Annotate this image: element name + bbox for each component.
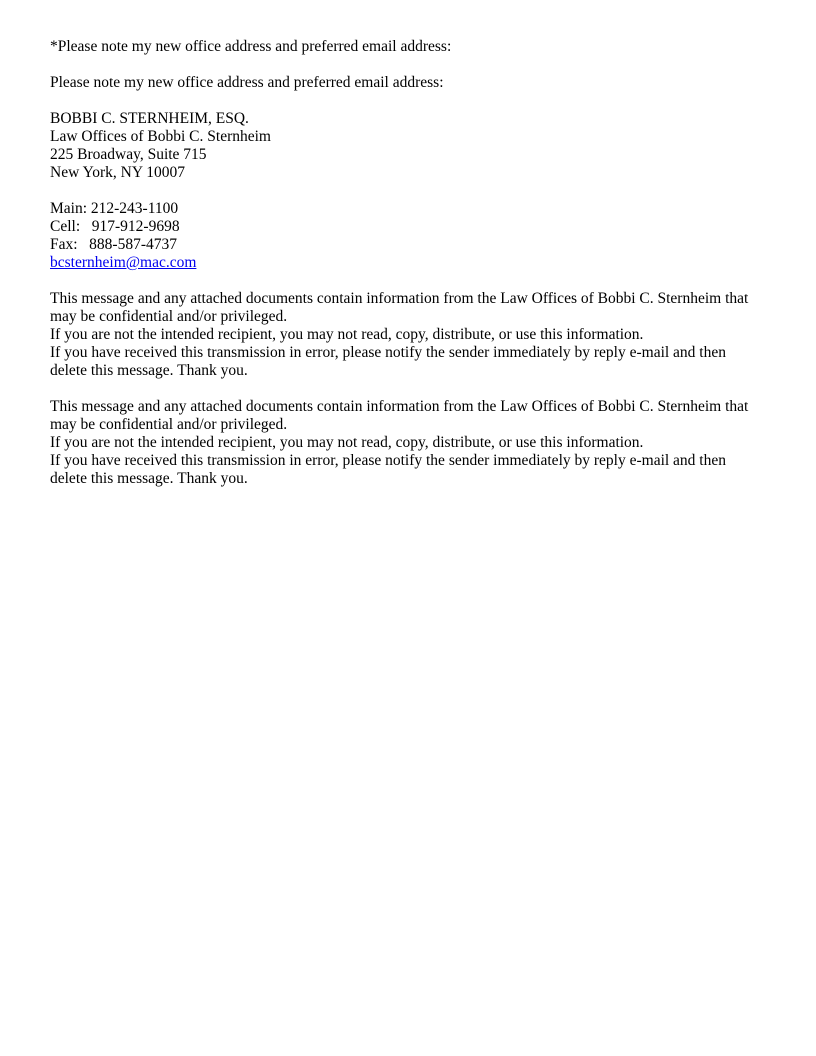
note-paragraph-plain: [50, 74, 756, 92]
disclaimer-2-line-3: If you have received this transmission in error, please notify the sender immediately by reply e-mail and then delete this message. Thank you.: [50, 452, 730, 487]
contact-firm: Law Offices of Bobbi C. Sternheim: [50, 128, 271, 145]
contact-name: BOBBI C. STERNHEIM, ESQ.: [50, 110, 249, 127]
phone-main: Main: 212-243-1100: [50, 200, 179, 217]
contact-phone-block: [50, 200, 756, 272]
disclaimer-1-line-1: This message and any attached documents contain information from the Law Offices of Bobbi C. Sternheim that may be confidential and/or privileged.: [50, 290, 753, 325]
email-link[interactable]: bcsternheim@mac.com: [50, 254, 197, 271]
disclaimer-1-line-3: If you have received this transmission in error, please notify the sender immediately by reply e-mail and then delete this message. Thank you.: [50, 344, 730, 379]
contact-address-line1: 225 Broadway, Suite 715: [50, 146, 207, 163]
disclaimer-block-1: [50, 290, 756, 380]
note-line-plain: Please note my new office address and preferred email address:: [50, 74, 444, 91]
disclaimer-2-line-1: This message and any attached documents contain information from the Law Offices of Bobbi C. Sternheim that may be confidential and/or privileged.: [50, 398, 753, 433]
phone-cell: Cell: 917-912-9698: [50, 218, 180, 235]
phone-fax: Fax: 888-587-4737: [50, 236, 178, 253]
disclaimer-2-line-2: If you are not the intended recipient, you may not read, copy, distribute, or use this information.: [50, 434, 644, 451]
note-line-asterisk: *Please note my new office address and preferred email address:: [50, 38, 452, 55]
contact-address-line2: New York, NY 10007: [50, 164, 186, 181]
note-paragraph-asterisk: [50, 38, 756, 56]
contact-address-block: [50, 110, 756, 182]
disclaimer-1-line-2: If you are not the intended recipient, you may not read, copy, distribute, or use this information.: [50, 326, 644, 343]
disclaimer-block-2: [50, 398, 756, 488]
email-line: [50, 254, 750, 272]
